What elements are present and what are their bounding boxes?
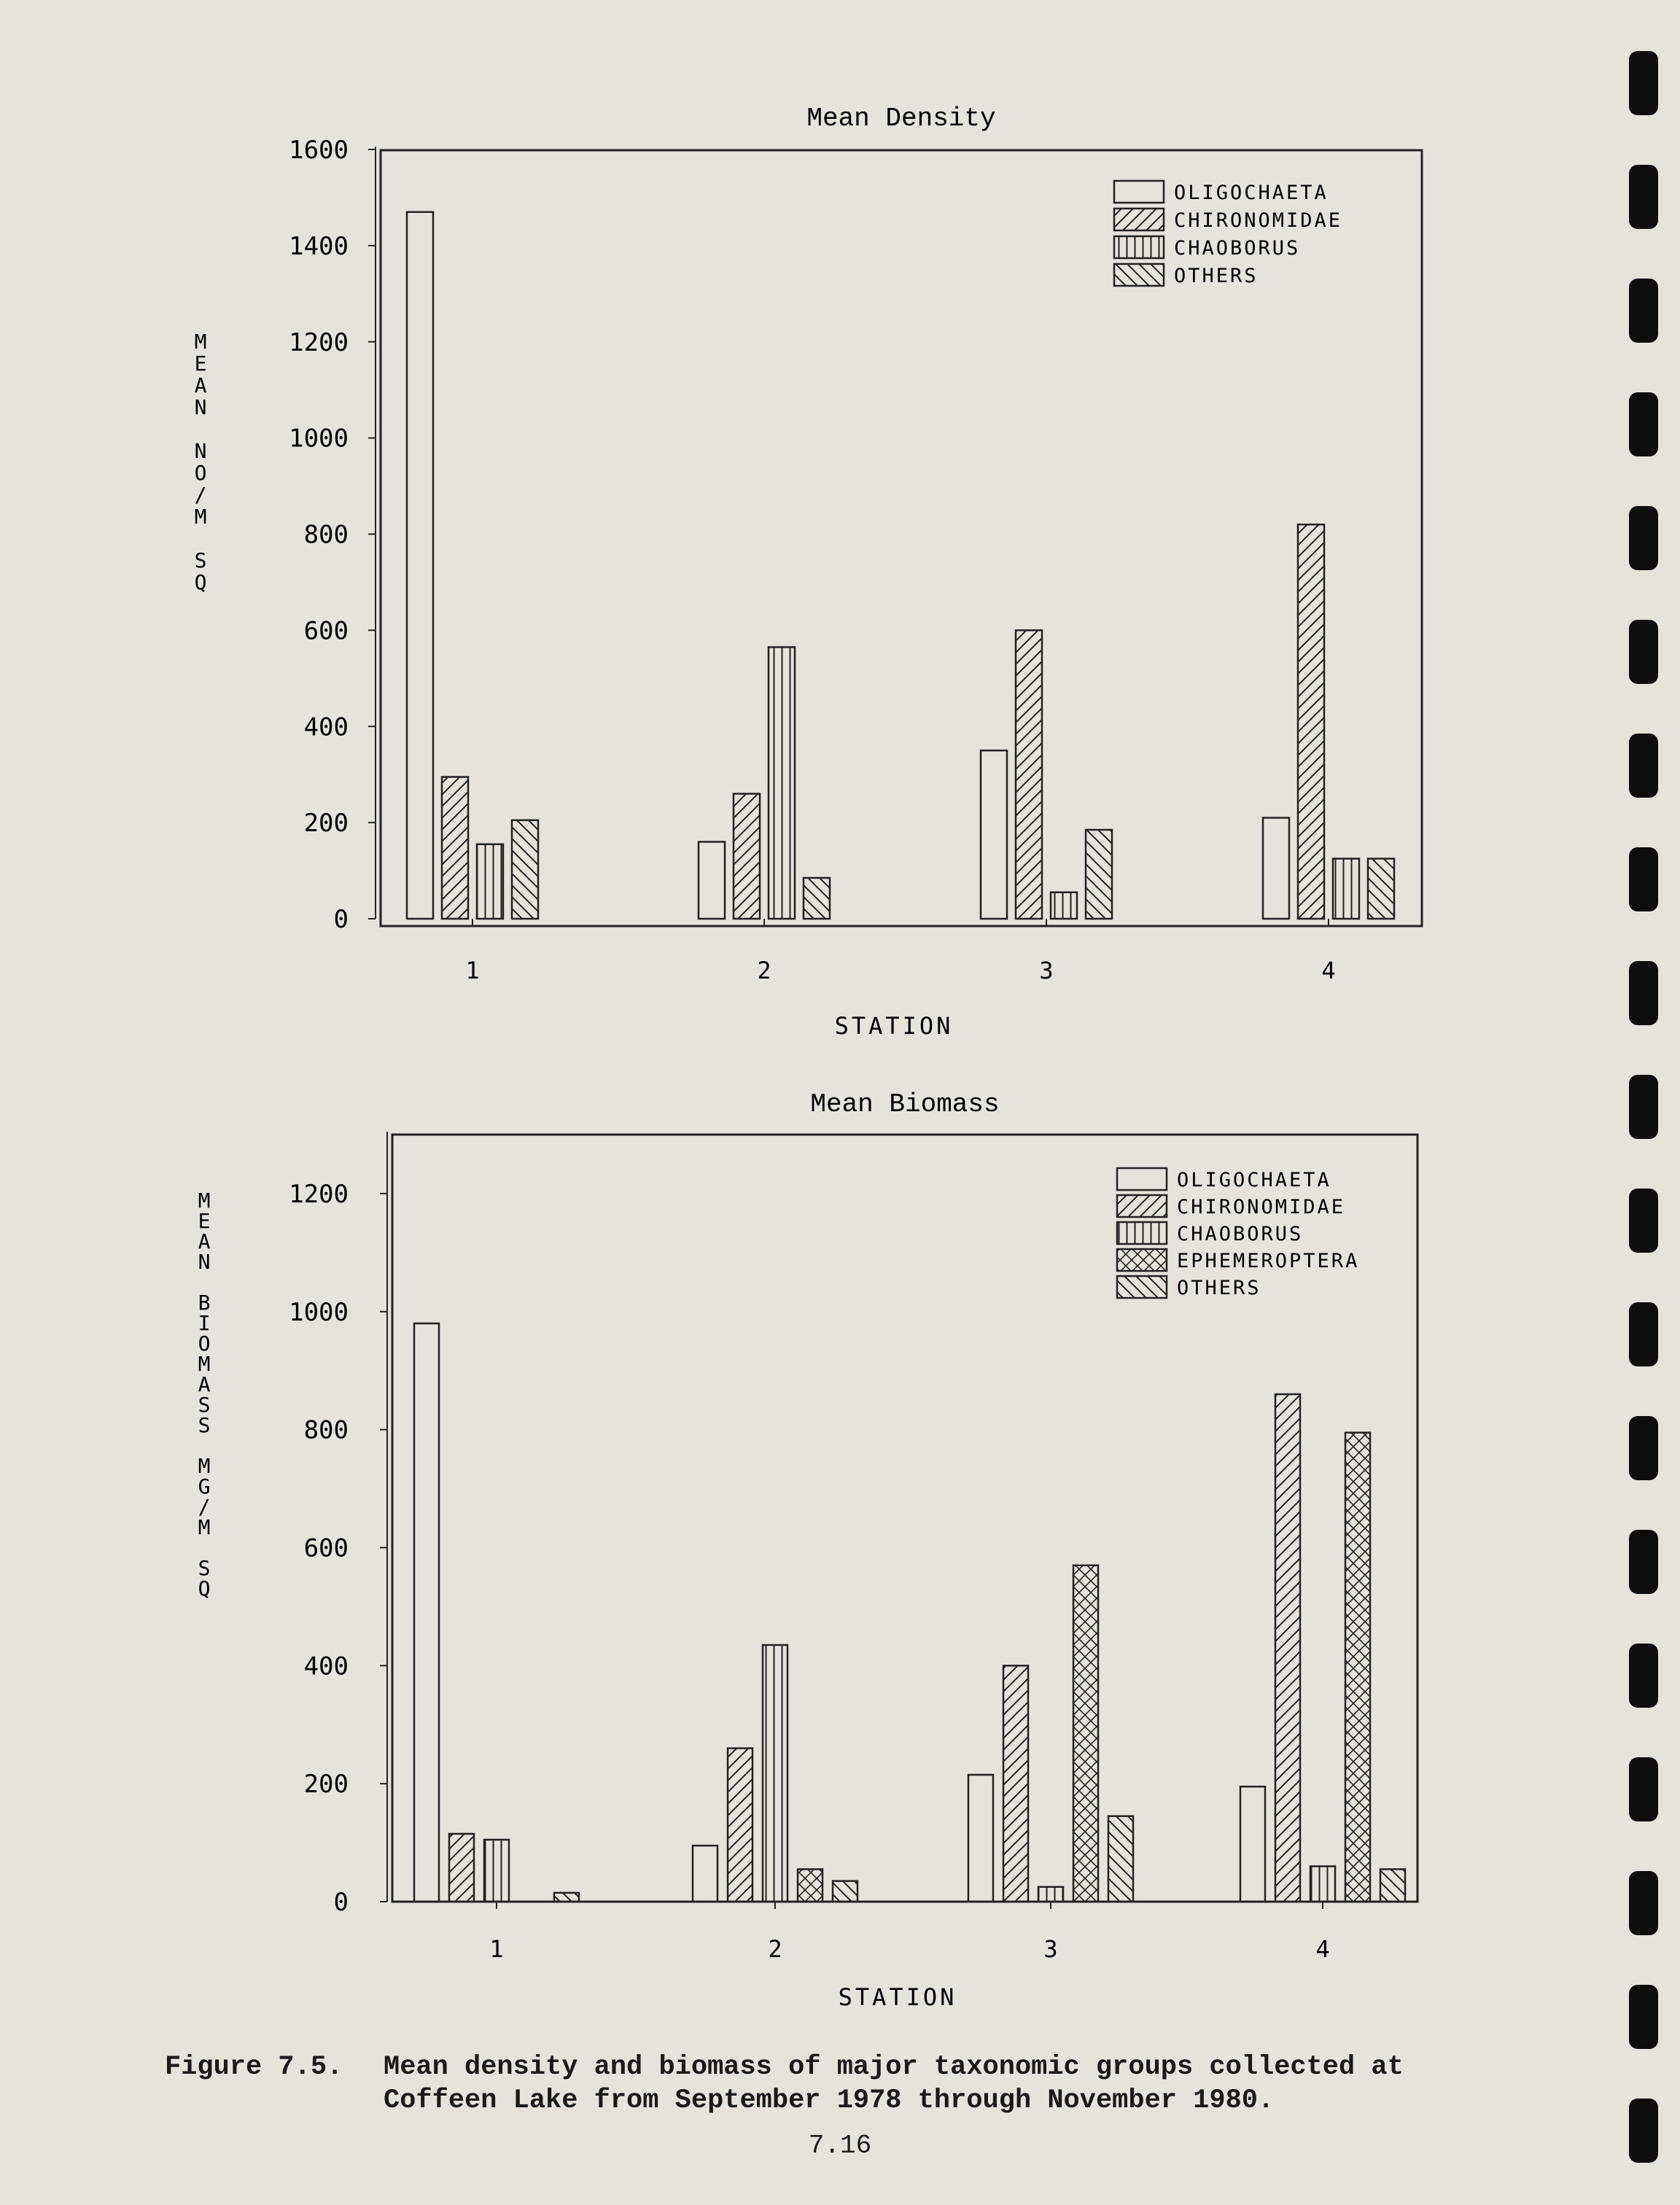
y-axis-label-char: M: [198, 1352, 211, 1376]
y-axis-label-char: S: [198, 1556, 211, 1580]
bar-oligochaeta-station-4: [1240, 1786, 1265, 1902]
y-tick-label: 800: [303, 1415, 349, 1445]
binder-hole: [1629, 847, 1658, 911]
binder-hole: [1629, 961, 1658, 1025]
legend-swatch: [1114, 209, 1164, 230]
bar-others-station-2: [833, 1881, 858, 1902]
y-axis-label-char: M: [194, 330, 207, 354]
y-tick-label: 600: [303, 1533, 349, 1563]
y-axis-label-char: S: [198, 1413, 211, 1437]
y-tick-label: 400: [303, 712, 349, 742]
bar-chironomidae-station-3: [1003, 1665, 1028, 1902]
y-tick-label: 1000: [289, 424, 349, 454]
binder-hole: [1629, 165, 1658, 229]
x-axis-label: STATION: [838, 1983, 957, 2011]
bar-ephemeroptera-station-4: [1345, 1433, 1370, 1902]
legend: [1117, 1168, 1359, 1299]
binder-hole: [1629, 1189, 1658, 1253]
bar-chaoborus-station-4: [1333, 859, 1359, 919]
caption-line-2: Coffeen Lake from September 1978 through November 1980.: [384, 2085, 1275, 2116]
binder-hole: [1629, 620, 1658, 684]
bar-oligochaeta-station-4: [1263, 818, 1289, 919]
bar-chironomidae-station-1: [442, 777, 468, 919]
bar-others-station-4: [1380, 1869, 1405, 1902]
y-tick-label: 600: [303, 616, 349, 646]
y-axis-label-char: E: [194, 351, 207, 376]
x-tick-label: 1: [489, 1935, 504, 1963]
y-axis-label-char: M: [198, 1454, 211, 1478]
binder-hole: [1629, 1757, 1658, 1821]
bar-chaoborus-station-4: [1310, 1866, 1335, 1902]
y-axis-label-char: Q: [198, 1576, 211, 1601]
legend-swatch: [1117, 1222, 1167, 1244]
x-tick-label: 3: [1039, 957, 1054, 984]
y-axis-label-char: O: [194, 461, 207, 485]
binder-hole: [1629, 392, 1658, 456]
binder-hole: [1629, 1302, 1658, 1366]
bar-ephemeroptera-station-2: [798, 1869, 822, 1902]
y-axis-label-char: Q: [194, 570, 207, 594]
legend-label: OLIGOCHAETA: [1174, 182, 1329, 204]
y-axis-label-char: S: [198, 1393, 211, 1417]
bar-chaoborus-station-2: [763, 1645, 788, 1902]
y-axis-label-char: S: [194, 548, 207, 572]
x-tick-label: 2: [768, 1935, 782, 1963]
bar-chaoborus-station-3: [1051, 892, 1077, 919]
bar-chironomidae-station-4: [1275, 1394, 1300, 1902]
bar-others-station-1: [512, 820, 538, 919]
bar-others-station-1: [554, 1893, 579, 1902]
x-tick-label: 4: [1315, 1935, 1330, 1963]
legend-swatch: [1117, 1168, 1167, 1190]
bar-chironomidae-station-3: [1016, 630, 1042, 919]
y-tick-label: 0: [333, 1888, 349, 1917]
y-axis-label-char: A: [198, 1372, 211, 1396]
binder-hole: [1629, 279, 1658, 343]
legend-swatch: [1114, 236, 1164, 258]
y-axis-label-char: N: [194, 395, 207, 419]
y-tick-label: 1000: [289, 1297, 349, 1327]
binder-hole: [1629, 1871, 1658, 1935]
bar-ephemeroptera-station-3: [1073, 1566, 1098, 1902]
y-axis-label-char: M: [198, 1189, 211, 1213]
bar-chironomidae-station-2: [734, 794, 760, 919]
legend-label: CHAOBORUS: [1174, 237, 1301, 260]
binder-hole: [1629, 1985, 1658, 2049]
bar-oligochaeta-station-2: [693, 1846, 718, 1902]
figure-label: Figure 7.5.: [165, 2052, 343, 2082]
y-tick-label: 1400: [289, 231, 349, 261]
figure-caption: [165, 2050, 1404, 2118]
y-tick-label: 0: [333, 905, 349, 934]
bar-oligochaeta-station-1: [414, 1323, 439, 1902]
y-axis-label-char: G: [198, 1474, 211, 1498]
binder-hole: [1629, 734, 1658, 798]
legend-label: CHIRONOMIDAE: [1174, 209, 1343, 232]
y-axis-label-char: N: [198, 1250, 211, 1274]
legend-swatch: [1117, 1195, 1167, 1217]
y-tick-label: 400: [303, 1652, 349, 1681]
legend-label: EPHEMEROPTERA: [1177, 1250, 1360, 1272]
bar-oligochaeta-station-1: [407, 212, 433, 919]
binder-hole: [1629, 1644, 1658, 1708]
mean-density-chart: [195, 104, 1422, 1040]
y-tick-label: 200: [303, 1770, 349, 1800]
binder-hole: [1629, 51, 1658, 115]
bar-oligochaeta-station-3: [968, 1775, 993, 1902]
y-axis-label-char: M: [194, 505, 207, 529]
bar-others-station-3: [1086, 830, 1112, 919]
legend-label: OTHERS: [1177, 1277, 1261, 1299]
bar-oligochaeta-station-3: [981, 750, 1007, 919]
bar-others-station-4: [1368, 859, 1394, 919]
legend-label: CHAOBORUS: [1177, 1223, 1304, 1245]
bar-chaoborus-station-2: [769, 647, 795, 919]
binder-hole: [1629, 1075, 1658, 1139]
bar-chaoborus-station-3: [1038, 1887, 1063, 1902]
y-tick-label: 800: [303, 520, 349, 550]
y-axis-label-char: A: [194, 373, 207, 397]
bar-oligochaeta-station-2: [699, 842, 725, 919]
legend-swatch: [1114, 264, 1164, 286]
bar-chaoborus-station-1: [477, 844, 503, 919]
legend-label: OTHERS: [1174, 265, 1259, 287]
plot-frame: [381, 150, 1422, 926]
mean-biomass-chart: [198, 1089, 1418, 2011]
y-tick-label: 1600: [289, 136, 349, 165]
y-axis-label-char: /: [194, 483, 207, 507]
page-number: 7.16: [808, 2131, 872, 2161]
legend-swatch: [1117, 1276, 1167, 1298]
y-axis-label-char: I: [198, 1311, 211, 1335]
bar-chironomidae-station-1: [449, 1834, 474, 1902]
y-tick-label: 1200: [289, 327, 349, 357]
bar-chaoborus-station-1: [484, 1840, 509, 1902]
legend: [1114, 181, 1342, 287]
binder-hole: [1629, 1416, 1658, 1480]
x-axis-label: STATION: [834, 1012, 954, 1040]
x-tick-label: 3: [1043, 1935, 1058, 1963]
chart-title: Mean Density: [806, 104, 996, 133]
x-tick-label: 2: [757, 957, 771, 984]
y-axis-label-char: /: [198, 1495, 211, 1519]
y-axis-label-char: O: [198, 1331, 211, 1356]
bar-others-station-2: [804, 878, 830, 919]
y-axis-label-char: M: [198, 1515, 211, 1539]
bar-chironomidae-station-2: [728, 1749, 752, 1902]
bar-chironomidae-station-4: [1298, 524, 1324, 919]
x-tick-label: 1: [465, 957, 480, 984]
legend-swatch: [1117, 1249, 1167, 1271]
legend-label: CHIRONOMIDAE: [1177, 1196, 1346, 1218]
caption-line-1: Mean density and biomass of major taxonomic groups collected at: [384, 2052, 1404, 2082]
bar-others-station-3: [1108, 1816, 1133, 1902]
binder-hole: [1629, 506, 1658, 570]
binder-hole: [1629, 1530, 1658, 1594]
chart-title: Mean Biomass: [810, 1089, 1000, 1119]
y-axis-label-char: A: [198, 1229, 211, 1253]
y-tick-label: 1200: [289, 1179, 349, 1209]
legend-swatch: [1114, 181, 1164, 203]
y-axis-label-char: B: [198, 1291, 211, 1315]
legend-label: OLIGOCHAETA: [1177, 1169, 1331, 1191]
y-tick-label: 200: [303, 809, 349, 839]
x-tick-label: 4: [1321, 957, 1336, 984]
y-axis-label-char: E: [198, 1209, 211, 1233]
y-axis-label-char: N: [194, 439, 207, 463]
